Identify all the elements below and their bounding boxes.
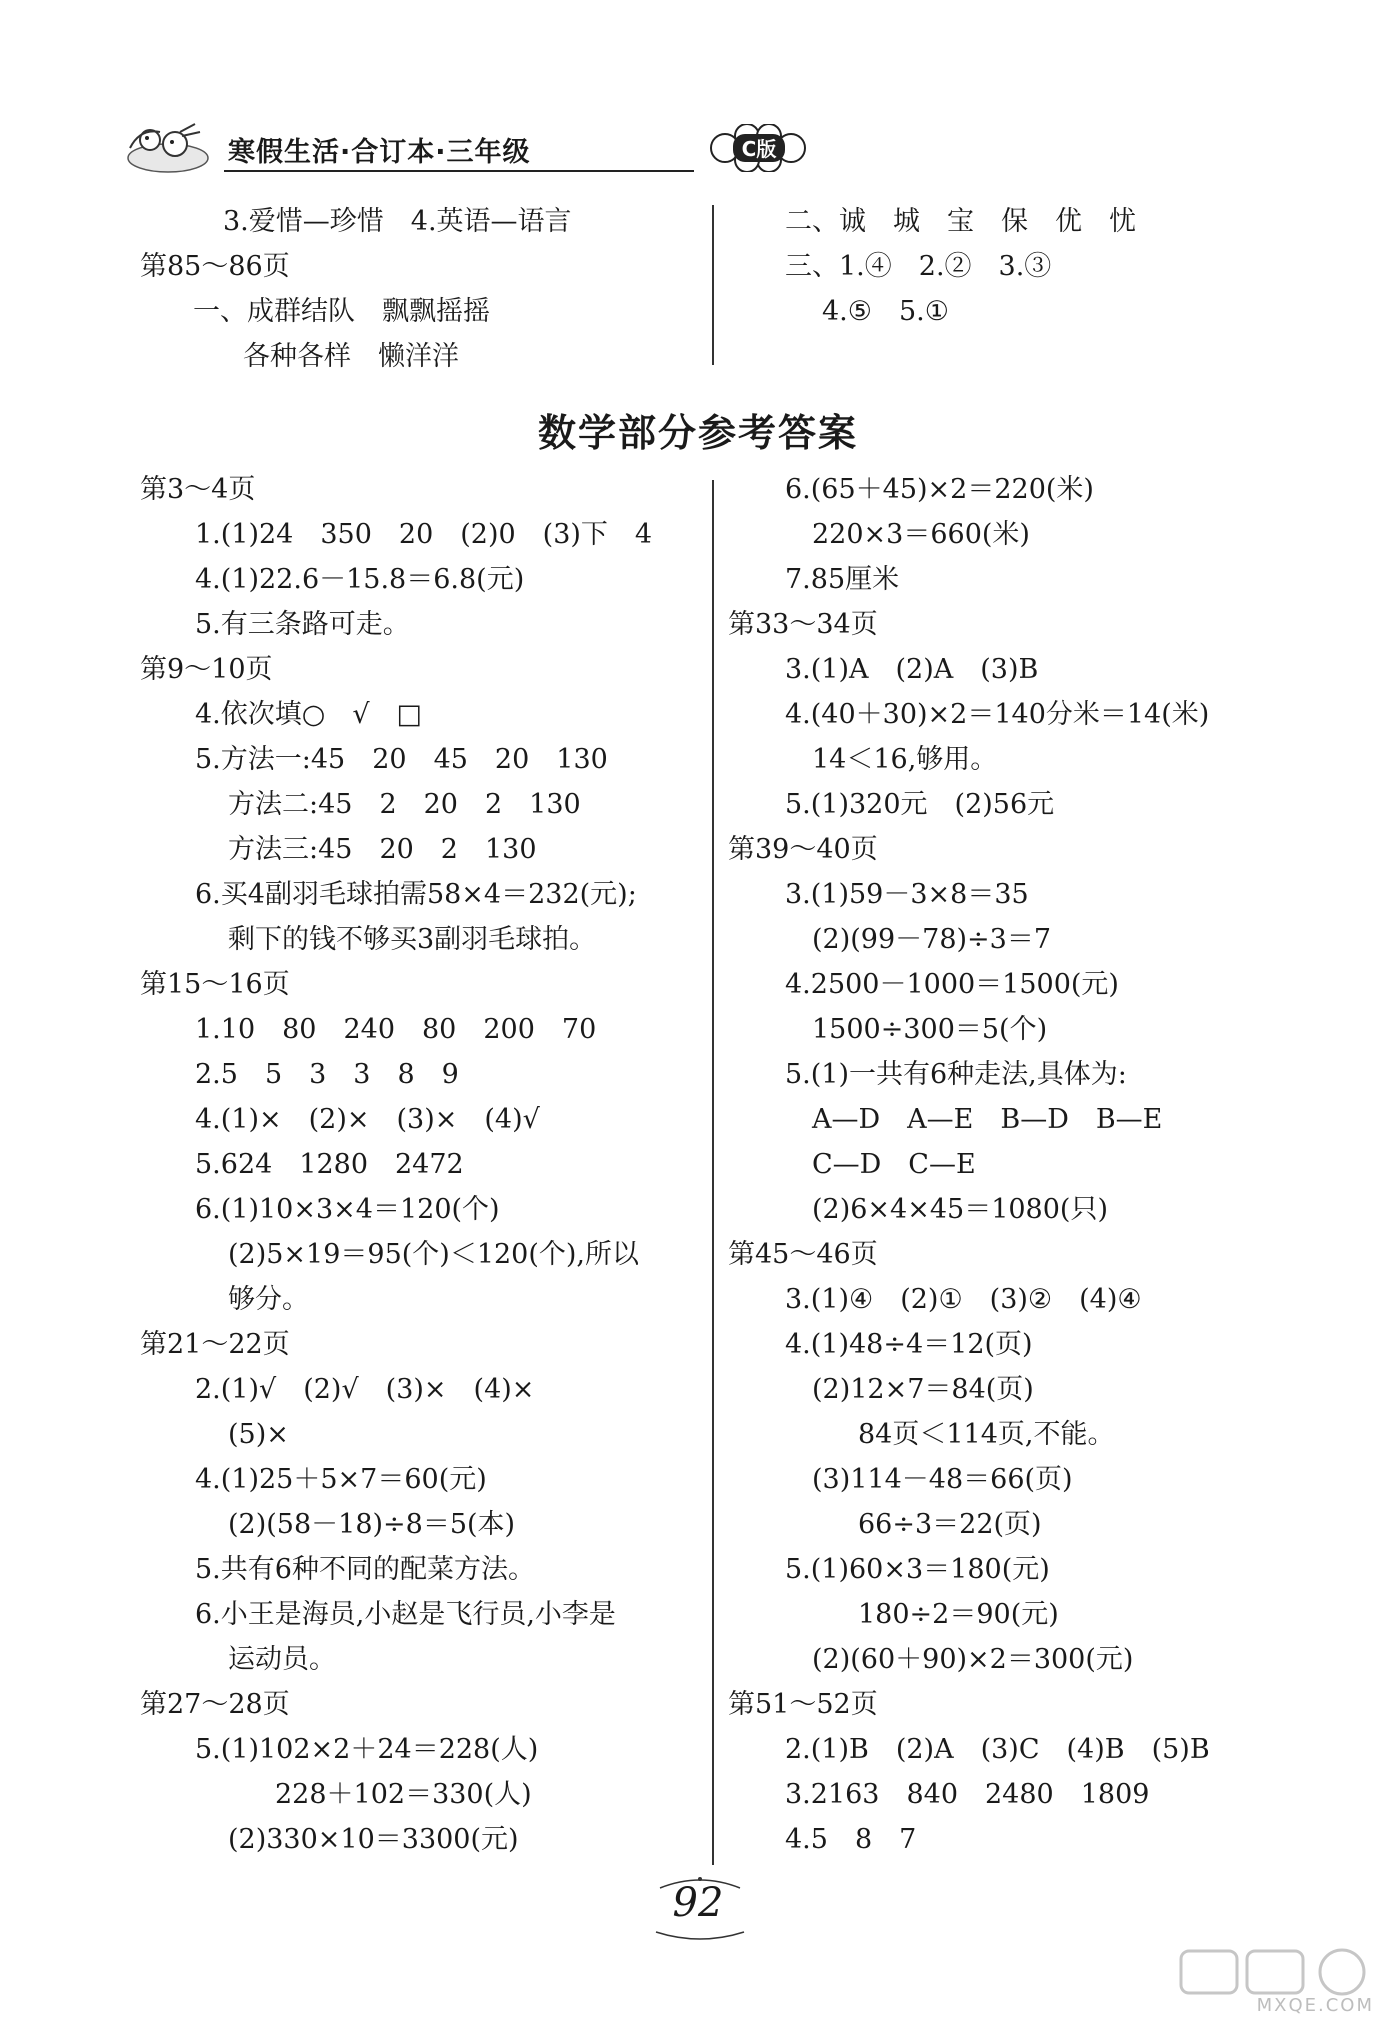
right-line-26: (2)(60＋90)×2＝300(元) [812, 1644, 1134, 1675]
left-line-21: (5)× [228, 1419, 289, 1450]
left-line-11: 第15～16页 [140, 969, 290, 1000]
right-line-4: 3.(1)A (2)A (3)B [785, 654, 1039, 685]
right-line-20: (2)12×7＝84(页) [812, 1374, 1034, 1405]
right-line-24: 5.(1)60×3＝180(元) [785, 1554, 1050, 1585]
badge-flower-icon [705, 124, 815, 172]
watermark [1179, 1947, 1374, 2016]
right-line-30: 4.5 8 7 [785, 1824, 917, 1855]
right-line-1: 220×3＝660(米) [812, 519, 1030, 550]
watermark-url: MXQE.COM [1256, 1995, 1374, 2016]
book-title: 寒假生活·合订本·三年级 [228, 137, 531, 168]
right-line-29: 3.2163 840 2480 1809 [785, 1779, 1150, 1810]
page-header [120, 118, 777, 176]
left-line-22: 4.(1)25＋5×7＝60(元) [195, 1464, 487, 1495]
right-line-18: 3.(1)④ (2)① (3)② (4)④ [785, 1284, 1142, 1315]
right-line-5: 4.(40＋30)×2＝140分米＝14(米) [785, 699, 1210, 730]
top-column-divider [712, 205, 714, 365]
right-line-27: 第51～52页 [728, 1689, 878, 1720]
left-line-25: 6.小王是海员,小赵是飞行员,小李是 [195, 1599, 616, 1630]
left-line-18: 够分。 [228, 1284, 309, 1315]
right-line-9: 3.(1)59－3×8＝35 [785, 879, 1029, 910]
left-line-14: 4.(1)× (2)× (3)× (4)√ [195, 1104, 540, 1135]
right-line-10: (2)(99－78)÷3＝7 [812, 924, 1052, 955]
right-line-3: 第33～34页 [728, 609, 878, 640]
right-line-21: 84页＜114页,不能。 [858, 1419, 1115, 1450]
chinese-right-line-3: 4.⑤ 5.① [822, 296, 949, 327]
right-line-11: 4.2500－1000＝1500(元) [785, 969, 1119, 1000]
chinese-left-line-3: 一、成群结队 飘飘摇摇 [193, 296, 490, 327]
left-line-15: 5.624 1280 2472 [195, 1149, 464, 1180]
chinese-right-line-2: 三、1.④ 2.② 3.③ [785, 251, 1052, 282]
left-line-13: 2.5 5 3 3 8 9 [195, 1059, 459, 1090]
left-line-0: 第3～4页 [140, 474, 256, 505]
left-line-19: 第21～22页 [140, 1329, 290, 1360]
header-rule [224, 170, 694, 172]
right-line-19: 4.(1)48÷4＝12(页) [785, 1329, 1033, 1360]
left-line-26: 运动员。 [228, 1644, 336, 1675]
right-line-23: 66÷3＝22(页) [858, 1509, 1042, 1540]
right-line-25: 180÷2＝90(元) [858, 1599, 1059, 1630]
chinese-left-heading: 第85～86页 [140, 251, 290, 282]
edition-badge [705, 124, 815, 172]
left-line-20: 2.(1)√ (2)√ (3)× (4)× [195, 1374, 535, 1405]
left-line-16: 6.(1)10×3×4＝120(个) [195, 1194, 500, 1225]
right-line-2: 7.85厘米 [785, 564, 900, 595]
right-line-14: A—D A—E B—D B—E [812, 1104, 1163, 1135]
left-line-2: 4.(1)22.6－15.8＝6.8(元) [195, 564, 525, 595]
right-line-22: (3)114－48＝66(页) [812, 1464, 1073, 1495]
left-line-30: (2)330×10＝3300(元) [228, 1824, 519, 1855]
left-line-6: 5.方法一:45 20 45 20 130 [195, 744, 608, 775]
chinese-right-line-1: 二、诚 城 宝 保 优 忧 [785, 206, 1136, 237]
right-line-15: C—D C—E [812, 1149, 976, 1180]
left-line-27: 第27～28页 [140, 1689, 290, 1720]
left-line-23: (2)(58－18)÷8＝5(本) [228, 1509, 516, 1540]
left-line-4: 第9～10页 [140, 654, 273, 685]
right-line-28: 2.(1)B (2)A (3)C (4)B (5)B [785, 1734, 1210, 1765]
section-title: 数学部分参考答案 [537, 411, 858, 455]
left-line-10: 剩下的钱不够买3副羽毛球拍。 [228, 924, 597, 955]
left-line-8: 方法三:45 20 2 130 [228, 834, 537, 865]
right-line-8: 第39～40页 [728, 834, 878, 865]
watermark-logo-icon [1179, 1947, 1374, 1997]
right-line-17: 第45～46页 [728, 1239, 878, 1270]
left-line-3: 5.有三条路可走。 [195, 609, 410, 640]
right-line-12: 1500÷300＝5(个) [812, 1014, 1048, 1045]
chinese-left-line-4: 各种各样 懒洋洋 [243, 341, 459, 372]
left-line-17: (2)5×19＝95(个)＜120(个),所以 [228, 1239, 640, 1270]
left-line-28: 5.(1)102×2＋24＝228(人) [195, 1734, 539, 1765]
mascot-illustration [120, 118, 216, 176]
right-line-13: 5.(1)一共有6种走法,具体为: [785, 1059, 1127, 1090]
right-line-6: 14＜16,够用。 [812, 744, 998, 775]
left-line-12: 1.10 80 240 80 200 70 [195, 1014, 597, 1045]
badge-label: C版 [741, 137, 777, 161]
right-line-0: 6.(65＋45)×2＝220(米) [785, 474, 1094, 505]
column-divider [712, 480, 714, 1865]
left-line-7: 方法二:45 2 20 2 130 [228, 789, 581, 820]
chinese-left-line-1: 3.爱惜—珍惜 4.英语—语言 [223, 206, 572, 237]
left-line-5: 4.依次填○ √ □ [195, 699, 423, 730]
page-number: 92 [672, 1880, 724, 1926]
right-line-16: (2)6×4×45＝1080(只) [812, 1194, 1108, 1225]
left-line-1: 1.(1)24 350 20 (2)0 (3)下 4 [195, 519, 653, 550]
right-line-7: 5.(1)320元 (2)56元 [785, 789, 1055, 820]
left-line-29: 228＋102＝330(人) [275, 1779, 532, 1810]
left-line-9: 6.买4副羽毛球拍需58×4＝232(元); [195, 879, 637, 910]
left-line-24: 5.共有6种不同的配菜方法。 [195, 1554, 535, 1585]
